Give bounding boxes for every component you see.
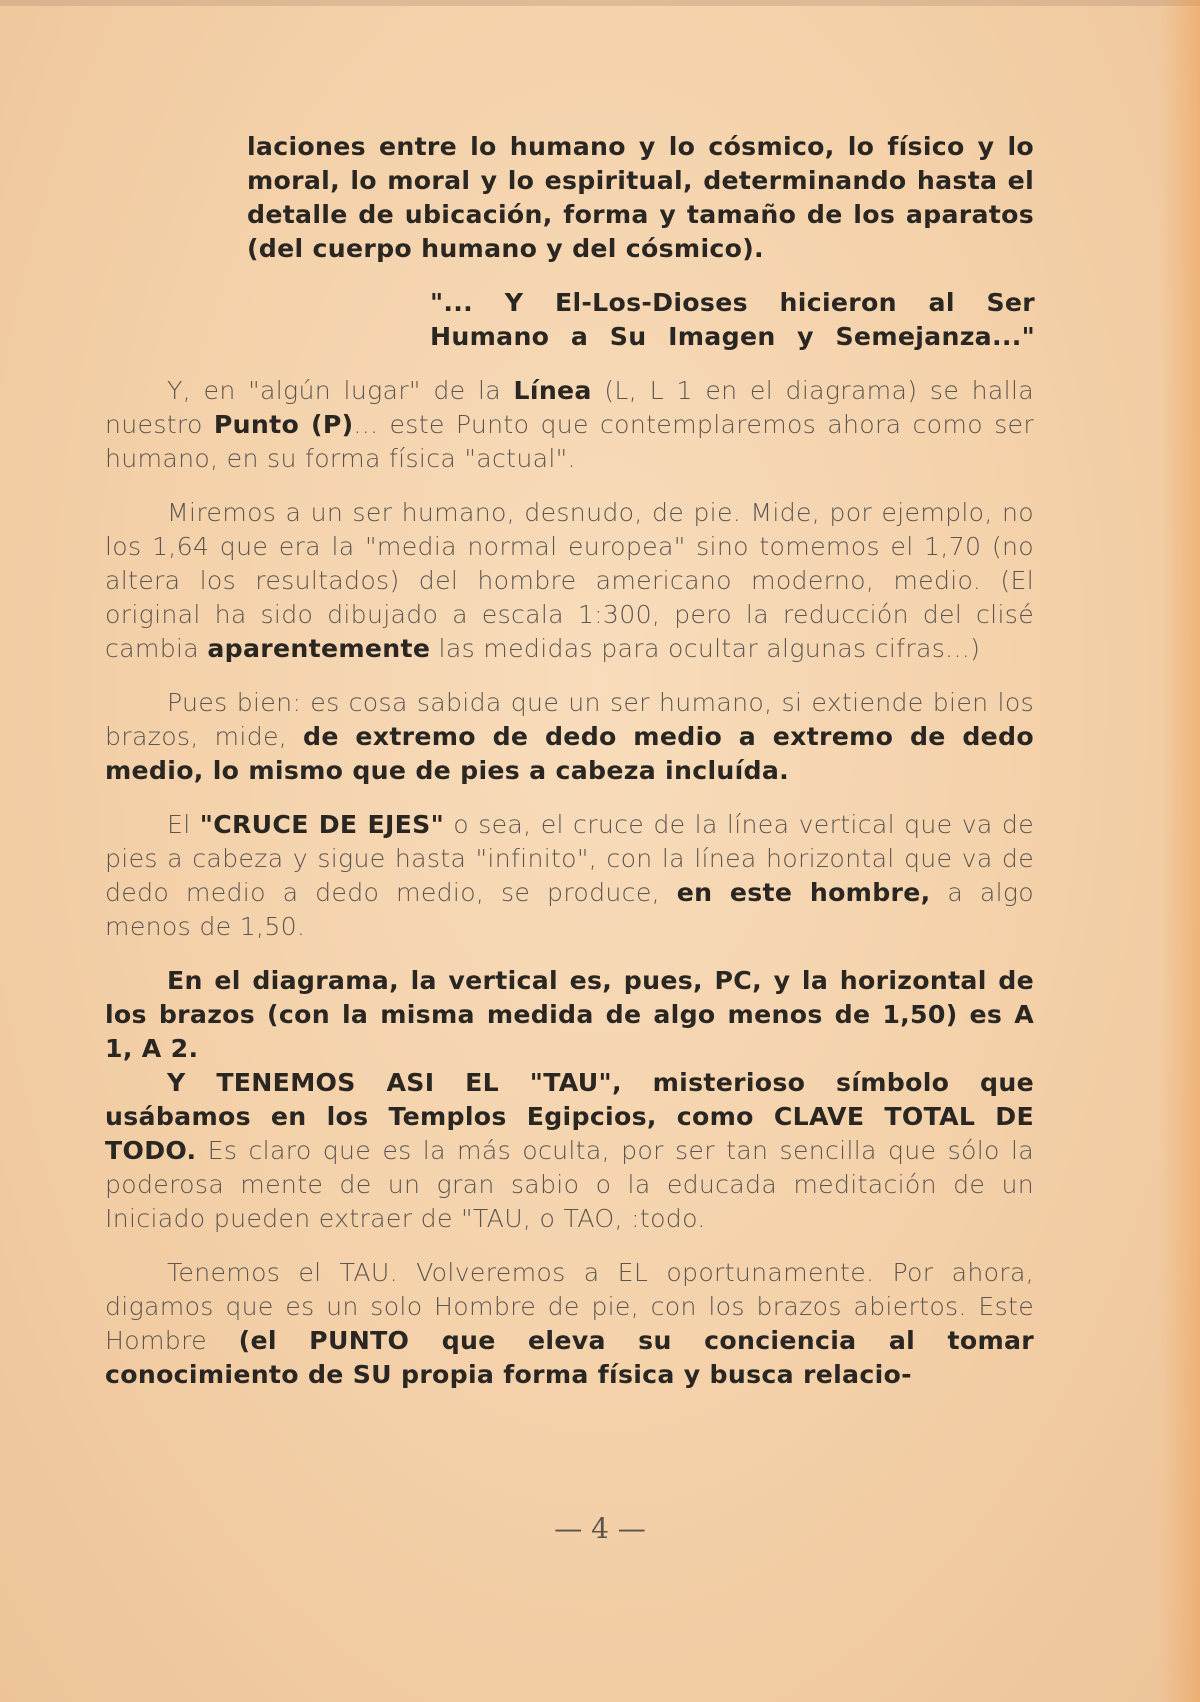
quote-line-1: "... Y El-Los-Dioses hicieron al Ser — [430, 288, 1035, 317]
bold-run: Y TENEMOS ASI EL "TAU", misterioso símbolo que usábamos en los Templos Egipcios, como CLAVE TOTAL DE TODO. — [105, 1068, 1034, 1165]
text-run: a algo menos de 1,50. — [105, 878, 1035, 941]
bold-run: Punto (P) — [213, 410, 354, 439]
text-run: Tenemos el TAU. Volveremos a EL oportunamente. Por ahora, digamos que es un solo Hombre de pie, con los brazos abiertos. Este Hombre — [105, 1258, 1034, 1355]
paragraph-miremos — [105, 496, 1034, 666]
paragraph-pues-bien — [105, 686, 1034, 788]
paragraph-linea — [105, 374, 1034, 476]
paragraph-cruce-de-ejes — [105, 808, 1034, 944]
text-run: Pues bien: es cosa sabida que un ser humano, si extiende bien los brazos, mide, — [105, 688, 1034, 751]
text-run: o sea, el cruce de la línea vertical que va de pies a cabeza y sigue hasta "infinito", con la línea horizontal que va de dedo medio a dedo medio, se produce, — [105, 810, 1034, 907]
text-run: las medidas para ocultar algunas cifras...) — [430, 634, 981, 663]
page-top-shadow — [0, 0, 1200, 6]
page-body — [105, 130, 1034, 1392]
paragraph-diagrama: En el diagrama, la vertical es, pues, PC, y la horizontal de los brazos (con la misma medida de algo menos de 1,50) es A 1, A 2. — [105, 966, 1034, 1063]
text-run: (L, L 1 en el diagrama) se halla nuestro — [105, 376, 1034, 439]
bold-run: (el PUNTO que eleva su conciencia al tomar conocimiento de SU propia forma física y busca relacio- — [105, 1326, 1035, 1389]
quote-block — [430, 286, 1035, 354]
page-number: — 4 — — [554, 1512, 646, 1545]
text-run: Y, en "algún lugar" de la — [167, 376, 514, 405]
bold-run: en este hombre, — [676, 878, 931, 907]
quote-line-2: Humano a Su Imagen y Semejanza..." — [430, 322, 1035, 351]
text-run: El — [167, 810, 200, 839]
paragraph-continuation: laciones entre lo humano y lo cósmico, lo físico y lo moral, lo moral y lo espiritual, determinando hasta el detalle de ubicación, forma y tamaño de los aparatos (del cuerpo humano y del cósmico). — [247, 132, 1034, 263]
bold-run: "CRUCE DE EJES" — [199, 810, 444, 839]
text-run: Es claro que es la más oculta, por ser tan sencilla que sólo la poderosa mente de un gran sabio o la educada meditación de un Iniciado pueden extraer de "TAU, o TAO, :todo. — [105, 1136, 1034, 1233]
text-run: ... este Punto que contemplaremos ahora como ser humano, en su forma física "actual". — [105, 410, 1034, 473]
page-edge-shadow — [1160, 0, 1200, 1702]
paragraph-tenemos — [105, 1256, 1034, 1392]
text-run: Miremos a un ser humano, desnudo, de pie. Mide, por ejemplo, no los 1,64 que era la "media normal europea" sino tomemos el 1,70 (no altera los resultados) del hombre americano moderno, medio. (El original ha sido dibujado a escala 1:300, pero la reducción del clisé cambia — [105, 498, 1034, 663]
bold-run: aparentemente — [207, 634, 431, 663]
paragraph-tau — [105, 1066, 1034, 1236]
bold-run: Línea — [513, 376, 592, 405]
bold-run: de extremo de dedo medio a extremo de dedo medio, lo mismo que de pies a cabeza incluída. — [105, 722, 1034, 785]
